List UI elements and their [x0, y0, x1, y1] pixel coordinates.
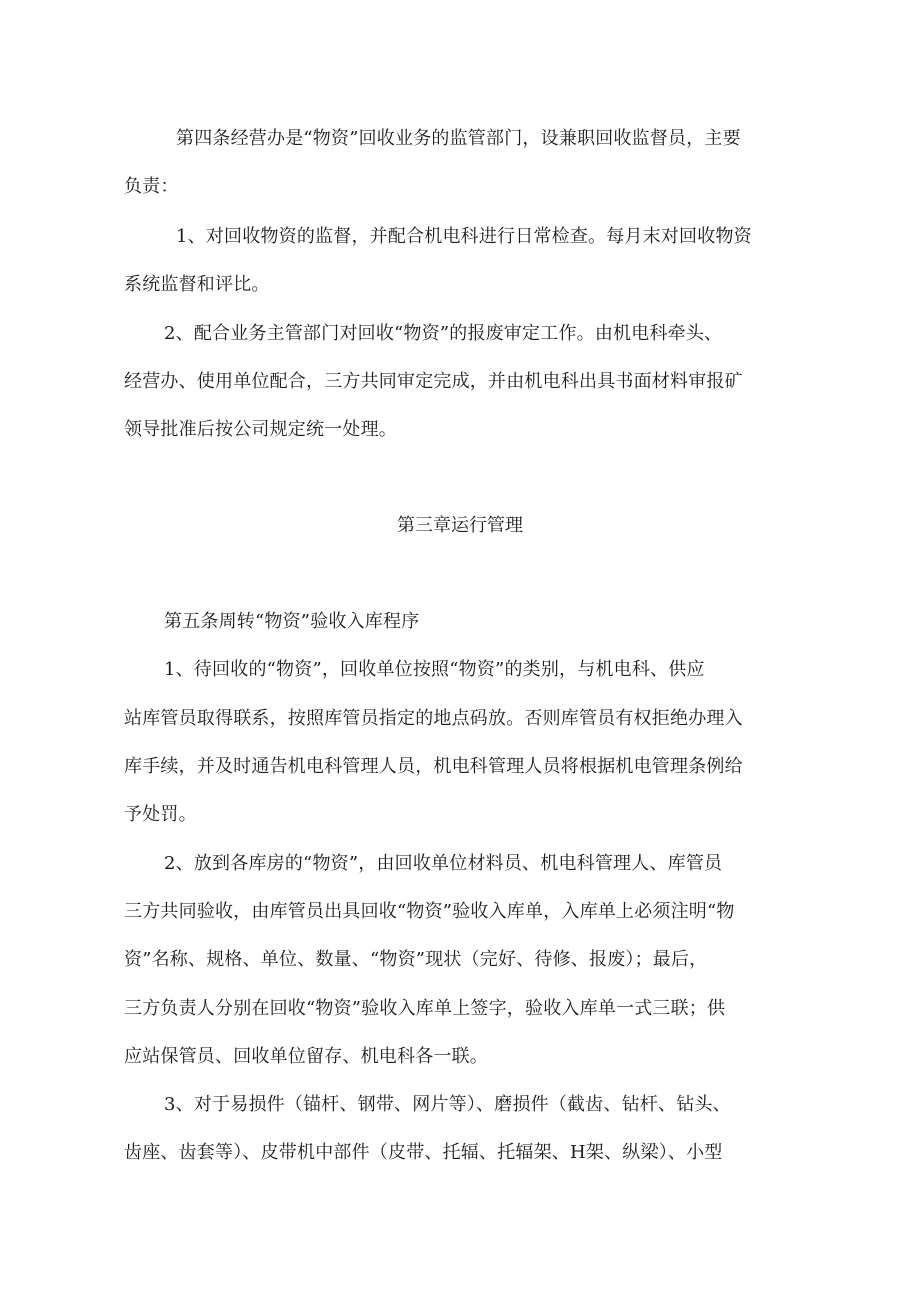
article4-intro-line1: 第四条经营办是“物资”回收业务的监管部门，设兼职回收监督员，主要 [176, 128, 741, 149]
article5-item2-line3: 资”名称、规格、单位、数量、“物资”现状（完好、待修、报废）；最后， [124, 949, 708, 970]
article5-title: 第五条周转“物资”验收入库程序 [164, 611, 420, 632]
article5-item2-line4: 三方负责人分别在回收“物资”验收入库单上签字，验收入库单一式三联；供 [124, 998, 726, 1019]
article5-item2-line5: 应站保管员、回收单位留存、机电科各一联。 [124, 1046, 488, 1067]
article5-item1-line3: 库手续，并及时通告机电科管理人员，机电科管理人员将根据机电管理条例给 [124, 756, 743, 777]
article5-item3-line2: 齿座、齿套等）、皮带机中部件（皮带、托辐、托辐架、H架、纵梁）、小型 [124, 1142, 723, 1163]
article5-item1-line4: 予处罚。 [124, 804, 197, 825]
article4-item2-line1: 2、配合业务主管部门对回收“物资”的报废审定工作。由机电科牵头、 [164, 323, 723, 344]
article4-intro-line2: 负责： [124, 176, 179, 197]
article5-item2-line1: 2、放到各库房的“物资”，由回收单位材料员、机电科管理人、库管员 [164, 853, 723, 874]
article4-item1-line2: 系统监督和评比。 [124, 274, 270, 295]
article4-item2-line3: 领导批准后按公司规定统一处理。 [124, 419, 397, 440]
article5-item3-line1: 3、对于易损件（锚杆、钢带、网片等）、磨损件（截齿、钻杆、钻头、 [164, 1094, 731, 1115]
chapter-title: 第三章运行管理 [397, 515, 523, 536]
article5-item2-line2: 三方共同验收，由库管员出具回收“物资”验收入库单，入库单上必须注明“物 [124, 901, 735, 922]
article5-item1-line1: 1、待回收的“物资”，回收单位按照“物资”的类别，与机电科、供应 [164, 659, 705, 680]
article4-item2-line2: 经营办、使用单位配合，三方共同审定完成，并由机电科出具书面材料审报矿 [124, 371, 743, 392]
article5-item1-line2: 站库管员取得联系，按照库管员指定的地点码放。否则库管员有权拒绝办理入 [124, 708, 743, 729]
article4-item1-line1: 1、对回收物资的监督，并配合机电科进行日常检查。每月末对回收物资 [176, 226, 752, 247]
